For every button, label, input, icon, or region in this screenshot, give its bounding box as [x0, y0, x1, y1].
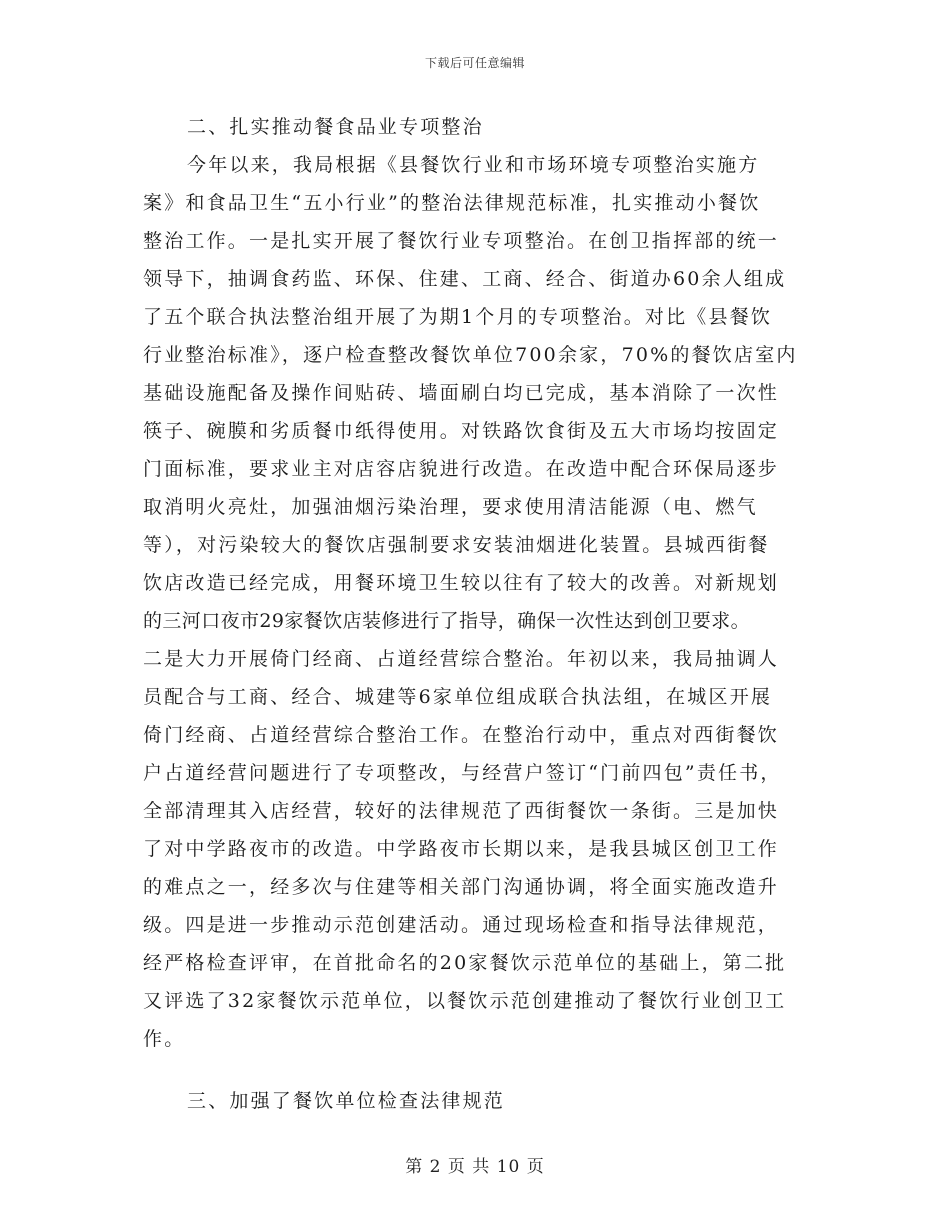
paragraph-line: 又评选了32家餐饮示范单位，以餐饮示范创建推动了餐饮行业创卫工	[143, 990, 787, 1012]
paragraph-line: 全部清理其入店经营，较好的法律规范了西街餐饮一条街。三是加快	[143, 800, 780, 822]
paragraph-line: 取消明火亮灶，加强油烟污染治理，要求使用清洁能源（电、燃气	[143, 496, 758, 518]
page-number-footer: 第 2 页 共 10 页	[405, 1157, 545, 1177]
paragraph-line: 整治工作。一是扎实开展了餐饮行业专项整治。在创卫指挥部的统一	[143, 230, 780, 252]
paragraph-line: 二是大力开展倚门经商、占道经营综合整治。年初以来，我局抽调人	[143, 648, 780, 670]
paragraph-line: 了五个联合执法整治组开展了为期1个月的专项整治。对比《县餐饮	[143, 306, 773, 328]
document-body	[143, 108, 803, 1120]
paragraph-line: 今年以来，我局根据《县餐饮行业和市场环境专项整治实施方	[187, 154, 760, 176]
paragraph-line: 的三河口夜市29家餐饮店装修进行了指导，确保一次性达到创卫要求。	[143, 610, 750, 632]
paragraph-line: 领导下，抽调食药监、环保、住建、工商、经合、街道办60余人组成	[143, 268, 787, 290]
section-2-paragraph	[143, 146, 803, 1058]
paragraph-line: 的难点之一，经多次与住建等相关部门沟通协调，将全面实施改造升	[143, 876, 780, 898]
paragraph-line: 倚门经商、占道经营综合整治工作。在整治行动中，重点对西街餐饮	[143, 724, 780, 746]
paragraph-line: 门面标准，要求业主对店容店貌进行改造。在改造中配合环保局逐步	[143, 458, 780, 480]
section-heading-2: 二、扎实推动餐食品业专项整治	[187, 116, 484, 138]
paragraph-line: 了对中学路夜市的改造。中学路夜市长期以来，是我县城区创卫工作	[143, 838, 780, 860]
paragraph-line: 案》和食品卫生“五小行业”的整治法律规范标准，扎实推动小餐饮	[143, 192, 761, 214]
paragraph-line: 户占道经营问题进行了专项整改，与经营户签订“门前四包”责任书，	[143, 762, 782, 784]
paragraph-line: 员配合与工商、经合、城建等6家单位组成联合执法组，在城区开展	[143, 686, 773, 708]
paragraph-line: 经严格检查评审，在首批命名的20家餐饮示范单位的基础上，第二批	[143, 952, 787, 974]
section-heading-3: 三、加强了餐饮单位检查法律规范	[187, 1090, 506, 1112]
paragraph-line: 等），对污染较大的餐饮店强制要求安装油烟进化装置。县城西街餐	[143, 534, 770, 556]
paragraph-line: 饮店改造已经完成，用餐环境卫生较以往有了较大的改善。对新规划	[143, 572, 780, 594]
paragraph-line: 级。四是进一步推动示范创建活动。通过现场检查和指导法律规范，	[143, 914, 780, 936]
paragraph-line: 作。	[143, 1028, 186, 1050]
page-header-note: 下载后可任意编辑	[424, 56, 525, 70]
paragraph-line: 基础设施配备及操作间贴砖、墙面刷白均已完成，基本消除了一次性	[143, 382, 780, 404]
paragraph-line: 筷子、碗膜和劣质餐巾纸得使用。对铁路饮食街及五大市场均按固定	[143, 420, 780, 442]
paragraph-line: 行业整治标准》，逐户检查整改餐饮单位700余家，70%的餐饮店室内	[143, 344, 798, 366]
